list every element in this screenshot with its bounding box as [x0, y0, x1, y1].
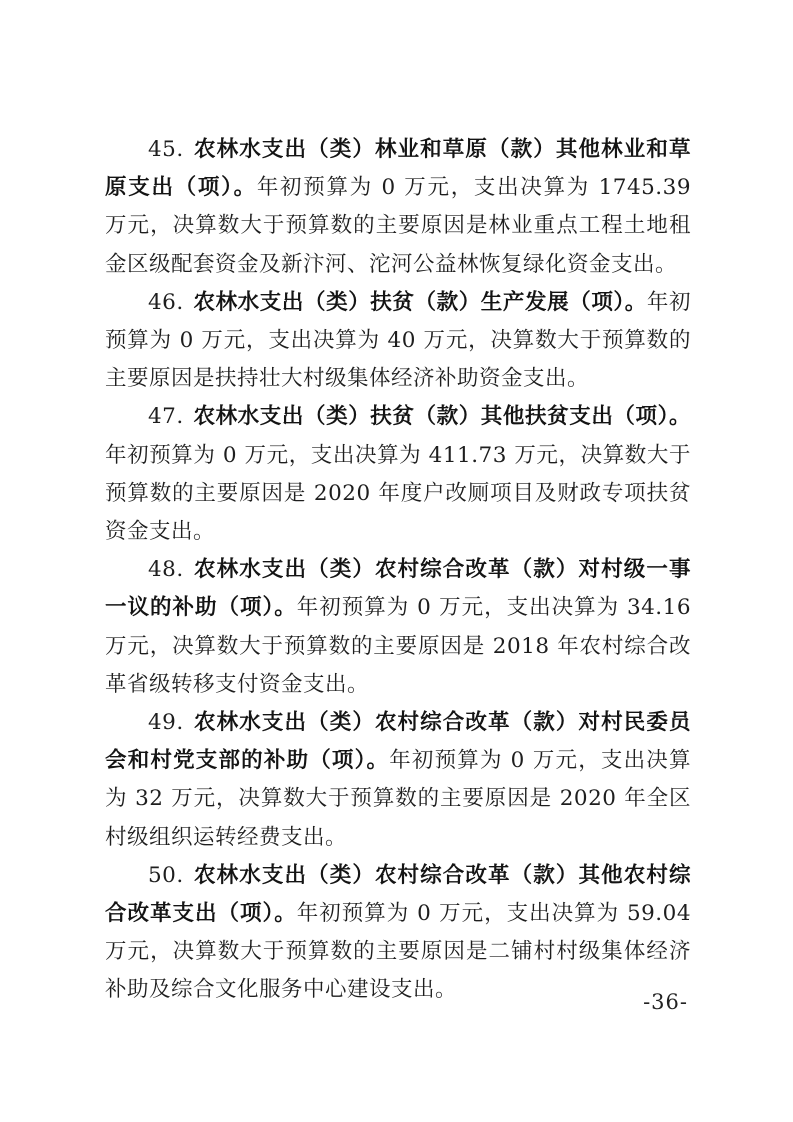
- item-body: 年初预算为 0 万元，支出决算为 59.04 万元，决算数大于预算数的主要原因是二铺村村级集体经济补助及综合文化服务中心建设支出。: [105, 901, 691, 1003]
- item-number: 48.: [148, 557, 184, 583]
- paragraph-item-49: [105, 704, 691, 857]
- item-body: 年初预算为 0 万元，支出决算为 34.16 万元，决算数大于预算数的主要原因是 2018 年农村综合改革省级转移支付资金支出。: [105, 595, 691, 697]
- item-number: 45.: [148, 137, 184, 162]
- item-number: 50.: [148, 862, 184, 888]
- item-heading: 农林水支出（类）农村综合改革（款）其他农村综合改革支出（项）。: [105, 862, 691, 927]
- item-number: 49.: [148, 710, 184, 736]
- page-number: -36-: [643, 990, 688, 1014]
- document-content: [105, 131, 691, 1010]
- item-heading: 农林水支出（类）农村综合改革（款）对村民委员会和村党支部的补助（项）。: [105, 710, 691, 774]
- item-number: 46.: [148, 289, 184, 315]
- item-heading: 农林水支出（类）扶贫（款）其他扶贫支出（项）。: [193, 404, 691, 430]
- paragraph-item-47: [105, 398, 691, 551]
- item-number: 47.: [148, 404, 184, 430]
- item-heading: 农林水支出（类）扶贫（款）生产发展（项）。: [193, 289, 647, 315]
- item-body: 年初预算为 0 万元，支出决算为 32 万元，决算数大于预算数的主要原因是 2020 年全区村级组织运转经费支出。: [105, 748, 691, 850]
- paragraph-item-48: [105, 551, 691, 704]
- item-body: 年初预算为 0 万元，支出决算为 411.73 万元，决算数大于预算数的主要原因是 2020 年度户改厕项目及财政专项扶贫资金支出。: [105, 442, 691, 545]
- item-body: 年初预算为 0 万元，支出决算为 40 万元，决算数大于预算数的主要原因是扶持壮大村级集体经济补助资金支出。: [105, 289, 691, 392]
- item-heading: 农林水支出（类）农村综合改革（款）对村级一事一议的补助（项）。: [105, 557, 691, 621]
- item-heading: 农林水支出（类）林业和草原（款）其他林业和草原支出（项）。: [105, 137, 691, 201]
- item-body: 年初预算为 0 万元，支出决算为 1745.39 万元，决算数大于预算数的主要原因是林业重点工程土地租金区级配套资金及新汴河、沱河公益林恢复绿化资金支出。: [105, 175, 691, 277]
- paragraph-item-50: [105, 857, 691, 1010]
- paragraph-item-46: [105, 284, 691, 399]
- paragraph-item-45: [105, 131, 691, 284]
